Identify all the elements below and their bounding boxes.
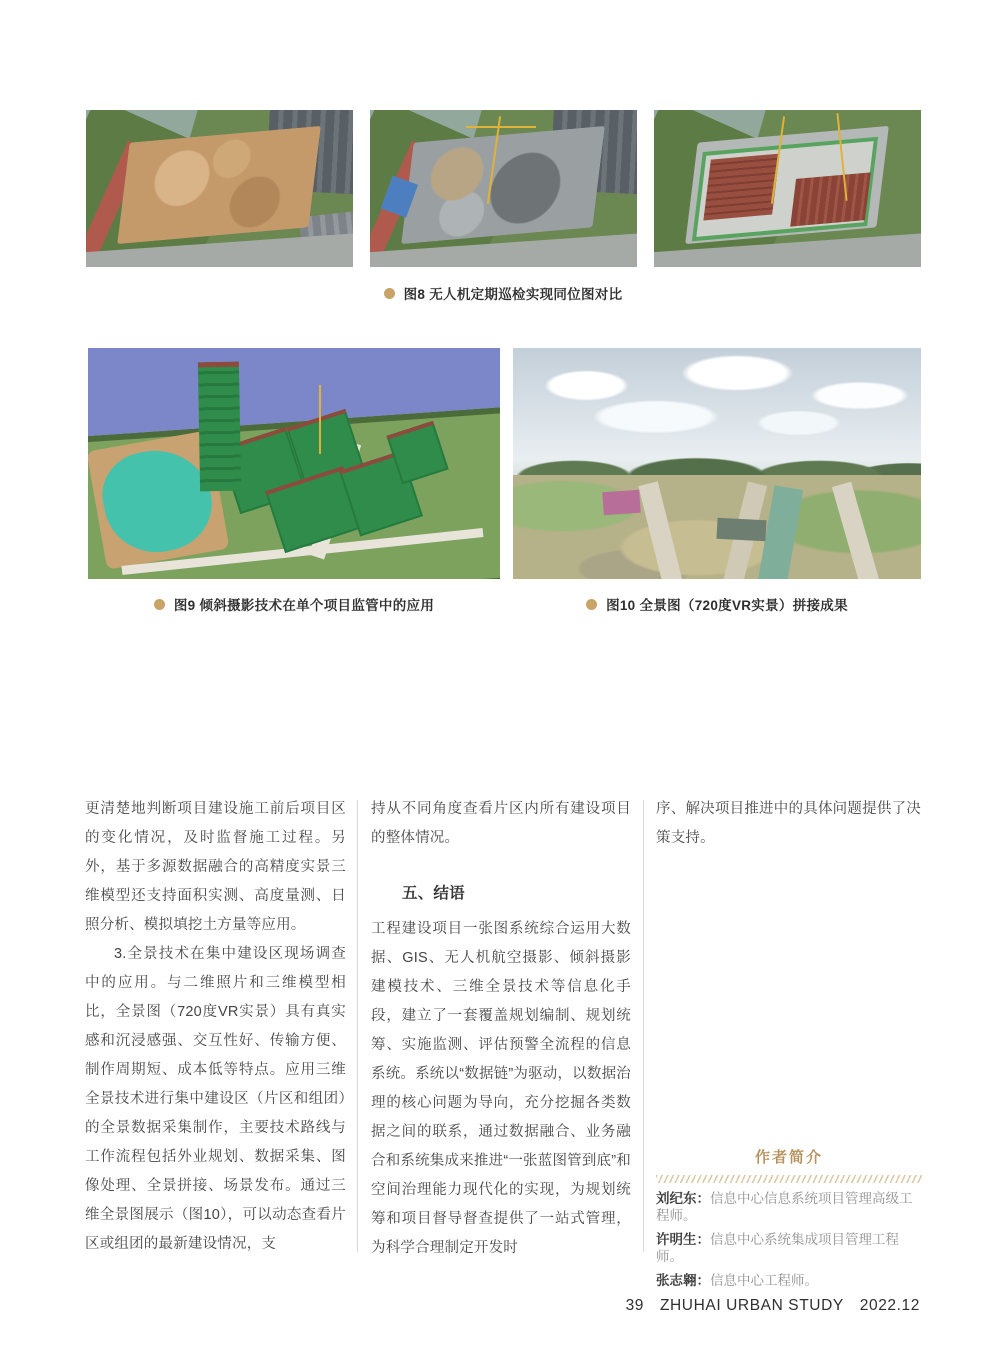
aerial-photo-stage1 bbox=[86, 110, 353, 267]
text-column-2 bbox=[371, 795, 631, 1263]
page-number: 39 bbox=[625, 1297, 645, 1314]
figure9-caption-text: 图9 倾斜摄影技术在单个项目监管中的应用 bbox=[173, 598, 435, 613]
text-column-3 bbox=[656, 795, 921, 853]
text-column-1 bbox=[85, 795, 346, 1259]
paragraph: 工程建设项目一张图系统综合运用大数据、GIS、无人机航空摄影、倾斜摄影建模技术、三维全景技术等信息化手段，建立了一套覆盖规划编制、规划统筹、实施监测、评估预警全流程的信息系统。系统以“数据链”为驱动，以数据治理的核心问题为导向，充分挖掘各类数据之间的联系，通过数据融合、业务融合和系统集成来推进“一张蓝图管到底”和空间治理能力现代化的实现，为规划统筹和项目督导督查提供了一站式管理，为科学合理制定开发时 bbox=[371, 921, 631, 1256]
caption-bullet-icon bbox=[586, 599, 597, 610]
page-footer bbox=[626, 1297, 920, 1315]
figure8-caption bbox=[0, 283, 1006, 303]
author-name: 张志翱： bbox=[656, 1273, 710, 1288]
figure10-caption-text: 图10 全景图（720度VR实景）拼接成果 bbox=[606, 598, 848, 613]
author-desc: 信息中心工程师。 bbox=[710, 1273, 818, 1288]
column-divider bbox=[357, 800, 358, 1252]
figure8-caption-text: 图8 无人机定期巡检实现同位图对比 bbox=[403, 287, 623, 302]
paragraph: 更清楚地判断项目建设施工前后项目区的变化情况，及时监督施工过程。另外，基于多源数据融合的高精度实景三维模型还支持面积实测、高度量测、日照分析、模拟填挖土方量等应用。 bbox=[85, 801, 346, 933]
figure10-caption bbox=[513, 594, 921, 614]
author-name: 许明生： bbox=[656, 1232, 710, 1247]
author-row bbox=[656, 1272, 922, 1289]
author-bio-box bbox=[656, 1146, 922, 1289]
section-heading-conclusion: 五、结语 bbox=[402, 885, 465, 902]
panorama-sky bbox=[513, 348, 921, 473]
paragraph: 3.全景技术在集中建设区现场调查中的应用。与二维照片和三维模型相比，全景图（720度VR实景）具有真实感和沉浸感强、交互性好、传输方便、制作周期短、成本低等特点。应用三维全景技术进行集中建设区（片区和组团）的全景数据采集制作，主要技术路线与工作流程包括外业规划、数据采集、图像处理、全景拼接、场景发布。通过三维全景图展示（图10），可以动态查看片区或组团的最新建设情况，支 bbox=[85, 946, 346, 1252]
panorama-photo bbox=[513, 348, 921, 579]
caption-bullet-icon bbox=[384, 288, 395, 299]
author-name: 刘纪东： bbox=[656, 1191, 710, 1206]
hatch-divider bbox=[656, 1175, 922, 1183]
oblique-3d-model-photo bbox=[88, 348, 500, 579]
column-divider bbox=[643, 800, 644, 1252]
model-tower bbox=[198, 362, 241, 492]
photo-excavation bbox=[401, 126, 605, 245]
paragraph: 序、解决项目推进中的具体问题提供了决策支持。 bbox=[656, 801, 921, 846]
author-desc: 信息中心系统集成项目管理工程师。 bbox=[656, 1232, 899, 1264]
figure9-caption bbox=[88, 594, 500, 614]
journal-name: ZHUHAI URBAN STUDY bbox=[659, 1297, 844, 1314]
paragraph: 持从不同角度查看片区内所有建设项目的整体情况。 bbox=[371, 801, 631, 846]
issue-date: 2022.12 bbox=[859, 1297, 920, 1314]
photo-construction-site bbox=[117, 126, 321, 245]
author-row bbox=[656, 1190, 922, 1224]
author-row bbox=[656, 1231, 922, 1265]
aerial-photo-stage3 bbox=[654, 110, 921, 267]
author-bio-heading: 作者简介 bbox=[754, 1149, 823, 1166]
photo-red-structure bbox=[704, 154, 781, 221]
aerial-photo-stage2 bbox=[370, 110, 637, 267]
author-desc: 信息中心信息系统项目管理高级工程师。 bbox=[656, 1191, 913, 1223]
caption-bullet-icon bbox=[154, 599, 165, 610]
